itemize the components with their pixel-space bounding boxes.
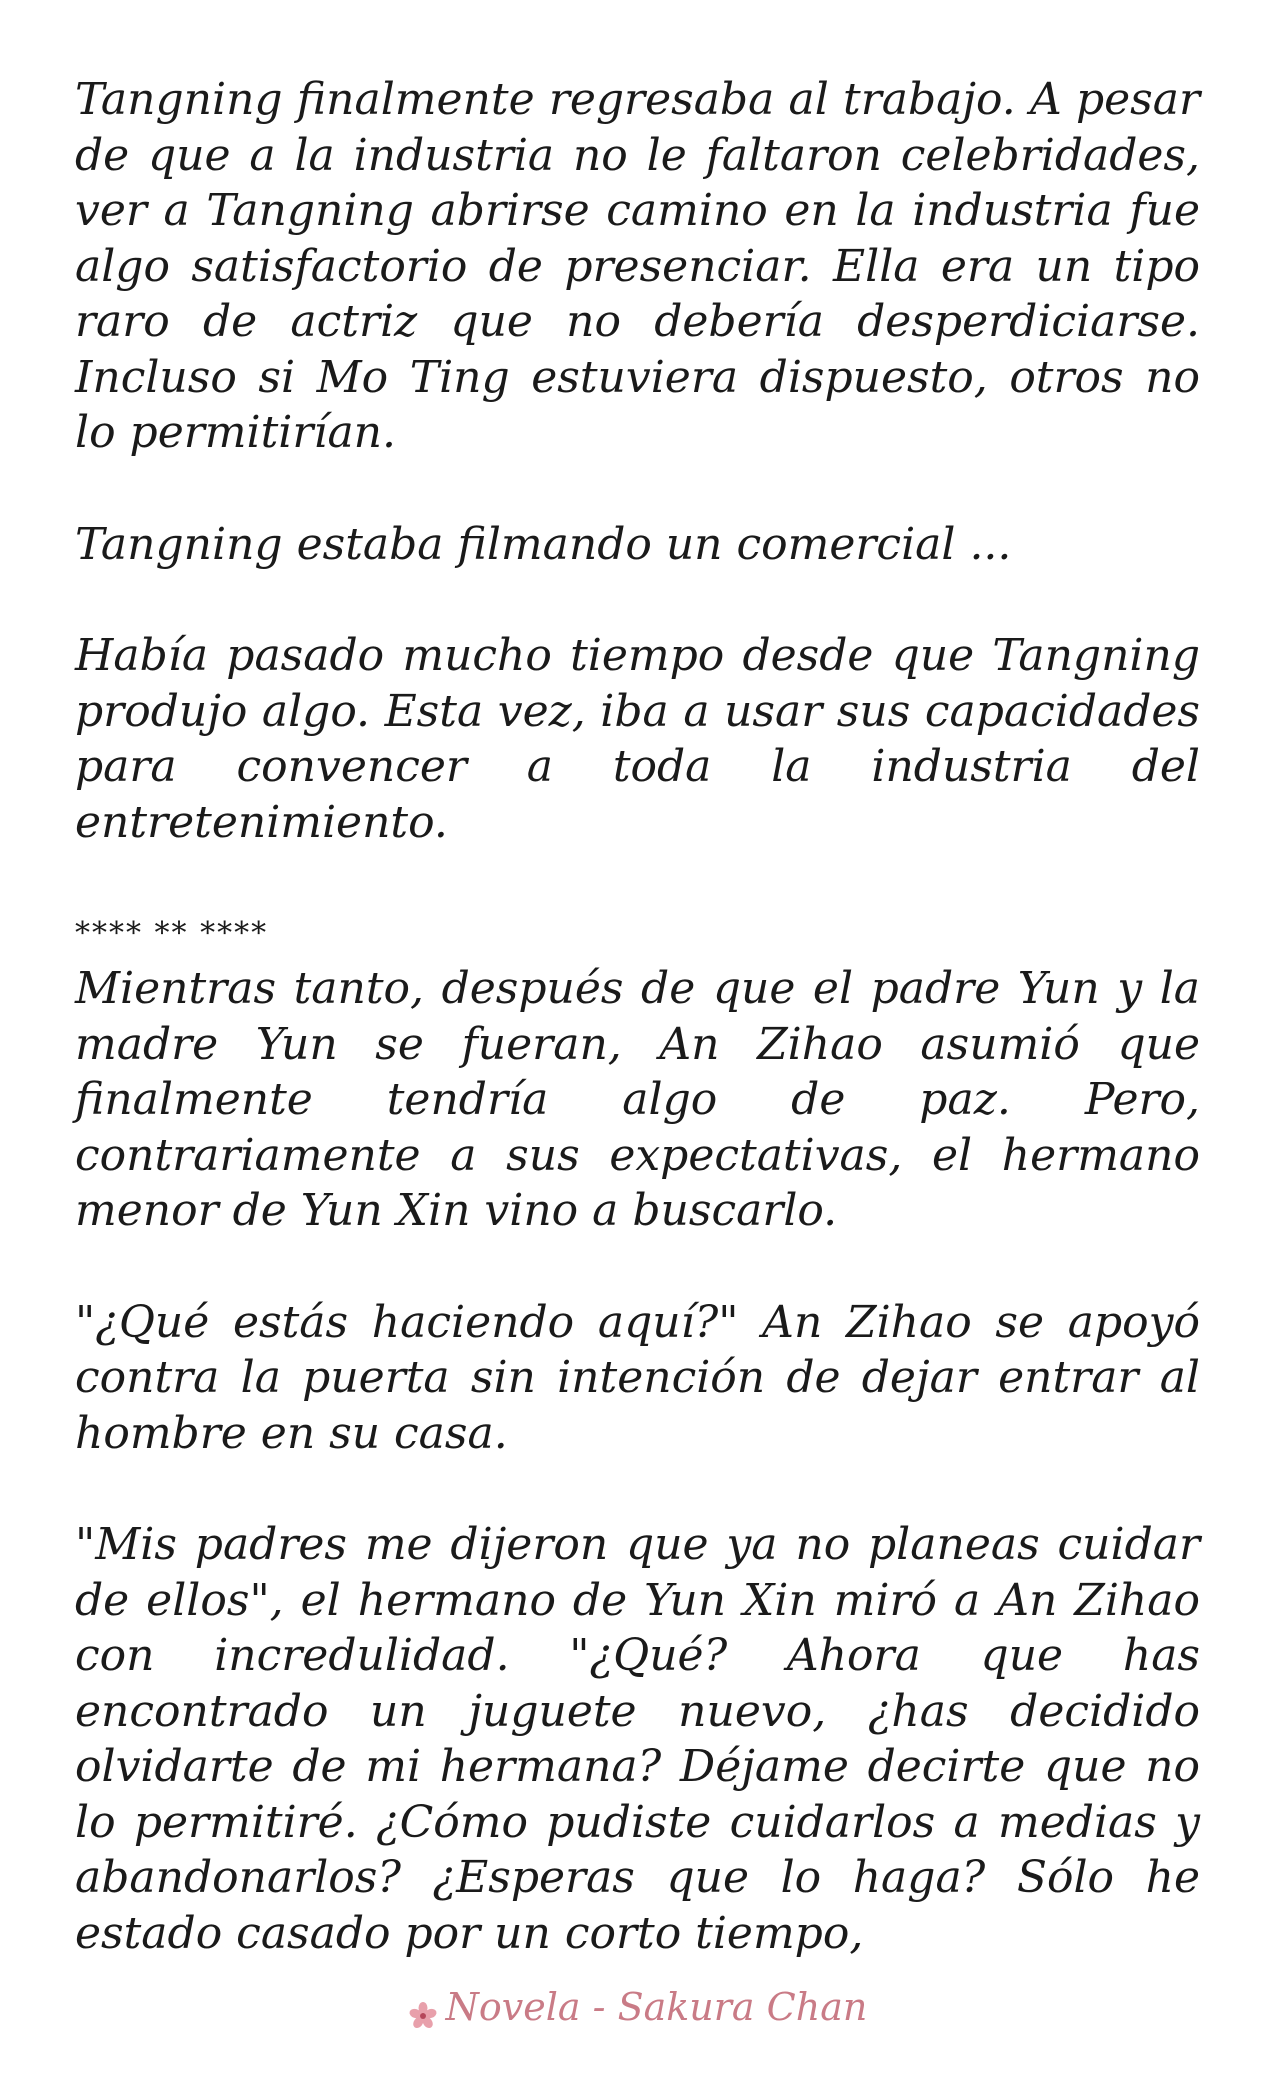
- scene-separator: **** ** ****: [75, 916, 269, 951]
- watermark: [0, 1985, 1275, 2029]
- watermark-text: Novela - Sakura Chan: [445, 1985, 868, 2029]
- paragraph-2: Tangning estaba filmando un comercial ...: [75, 518, 1012, 570]
- paragraph-4: Mientras tanto, después de que el padre Yun y la madre Yun se fueran, An Zihao asumió que finalmente tendría algo de paz. Pero, contrariamente a sus expectativas, el hermano menor de Yun Xin vino a buscarlo.: [75, 963, 1200, 1236]
- paragraph-5: "¿Qué estás haciendo aquí?" An Zihao se apoyó contra la puerta sin intención de dejar entrar al hombre en su casa.: [75, 1296, 1200, 1459]
- paragraph-gap: [75, 1239, 1200, 1295]
- paragraph-gap: [75, 850, 1200, 906]
- paragraph-1: Tangning finalmente regresaba al trabajo. A pesar de que a la industria no le faltaron celebridades, ver a Tangning abrirse camino en la industria fue algo satisfactorio de presenciar. Ella era un tipo raro de actriz que no debería desperdiciarse. Incluso si Mo Ting estuviera dispuesto, otros no lo permitirían.: [75, 74, 1200, 458]
- paragraph-6: "Mis padres me dijeron que ya no planeas cuidar de ellos", el hermano de Yun Xin miró a An Zihao con incredulidad. "¿Qué? Ahora que has encontrado un juguete nuevo, ¿has decidido olvidarte de mi hermana? Déjame decirte que no lo permitiré. ¿Cómo pudiste cuidarlos a medias y abandonarlos? ¿Esperas que lo haga? Sólo he estado casado por un corto tiempo,: [75, 1519, 1200, 1959]
- sakura-flower-icon: [408, 1996, 438, 2026]
- paragraph-3: Había pasado mucho tiempo desde que Tangning produjo algo. Esta vez, iba a usar sus capacidades para convencer a toda la industria del entretenimiento.: [75, 630, 1200, 848]
- paragraph-gap: [75, 572, 1200, 628]
- paragraph-gap: [75, 1461, 1200, 1517]
- chapter-text: [75, 72, 1200, 1961]
- paragraph-gap: [75, 461, 1200, 517]
